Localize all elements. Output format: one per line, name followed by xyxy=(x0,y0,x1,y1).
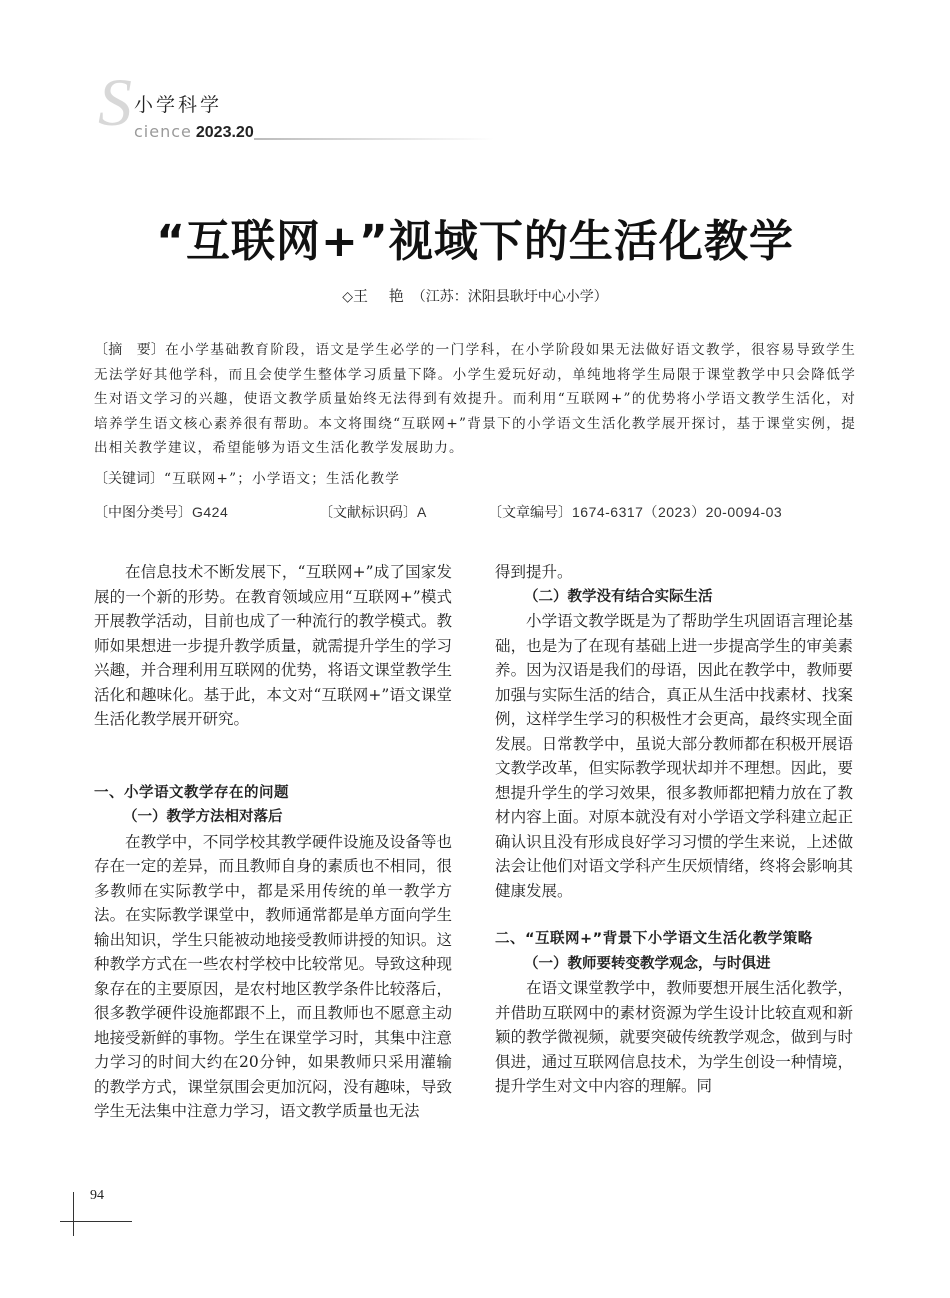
page-number: 94 xyxy=(90,1188,104,1203)
header-rule xyxy=(254,138,494,140)
section1-sub1-heading: （一）教学方法相对落后 xyxy=(123,809,283,825)
doc-code-label: 〔文献标识码〕 xyxy=(319,505,417,521)
clc-label: 〔中图分类号〕 xyxy=(94,505,192,521)
body-right-column xyxy=(495,560,853,1099)
clc-field xyxy=(94,500,228,525)
section2-sub1-heading: （一）教师要转变教学观念，与时俱进 xyxy=(524,955,771,972)
doc-code-value: A xyxy=(417,504,427,520)
author-line xyxy=(0,285,950,306)
journal-subline xyxy=(134,122,254,142)
section1-sub1-continuation: 得到提升。 xyxy=(495,563,573,581)
crop-mark-vertical xyxy=(73,1192,74,1236)
section1-sub2-paragraph: 小学语文教学既是为了帮助学生巩固语言理论基础，也是为了在现有基础上进一步提高学生的审美素养。因为汉语是我们的母语，因此在教学中，教师要加强与实际生活的结合，真正从生活中找素材、找案例，这样学生学习的积极性才会更高，最终实现全面发展。日常教学中，虽说大部分教师都在积极开展语文教学改革，但实际教学现状却并不理想。因此，要想提升学生的学习效果，很多教师都把精力放在了教材内容上面。对原本就没有对小学语文学科建立起正确认识且没有形成良好学习习惯的学生来说，上述做法会让他们对语文学科产生厌烦情绪，终将会影响其健康发展。 xyxy=(495,612,853,900)
classification-row xyxy=(94,500,856,524)
journal-name: 小学科学 xyxy=(134,94,223,116)
section2-sub1-paragraph: 在语文课堂教学中，教师要想开展生活化教学，并借助互联网中的素材资源为学生设计比较直观和新颖的教学微视频，就要突破传统教学观念，做到与时俱进，通过互联网信息技术，为学生创设一种情境，提升学生对文中内容的理解。同 xyxy=(495,979,853,1095)
body-left-column xyxy=(94,560,452,1124)
article-number-label: 〔文章编号〕 xyxy=(488,505,572,521)
keywords-label: 〔关键词〕 xyxy=(94,471,164,487)
section1-sub2-heading: （二）教学没有结合实际生活 xyxy=(524,588,713,605)
doc-code-field xyxy=(319,500,427,525)
clc-value: G424 xyxy=(192,504,229,520)
article-number-field xyxy=(488,500,782,525)
journal-issue: 2023.20 xyxy=(195,124,254,141)
keywords-text: “互联网+”；小学语文；生活化教学 xyxy=(164,471,401,487)
journal-header xyxy=(98,64,398,148)
article-number-value: 1674-6317（2023）20-0094-03 xyxy=(572,504,783,520)
section2-heading: 二、“互联网+”背景下小学语文生活化教学策略 xyxy=(495,931,813,947)
intro-paragraph: 在信息技术不断发展下，“互联网+”成了国家发展的一个新的形势。在教育领域应用“互联网+”模式开展教学活动，目前也成了一种流行的教学模式。教师如果想进一步提升教学质量，就需提升学生的学习兴趣，并合理利用互联网的优势，将语文课堂教学生活化和趣味化。基于此，本文对“互联网+”语文课堂生活化教学展开研究。 xyxy=(94,563,452,728)
keywords xyxy=(94,467,856,491)
article-title: “互联网+”视域下的生活化教学 xyxy=(156,216,794,267)
journal-sub-word: cience xyxy=(134,122,192,141)
abstract-text: 在小学基础教育阶段，语文是学生必学的一门学科，在小学阶段如果无法做好语文教学，很容易导致学生无法学好其他学科，而且会使学生整体学习质量下降。小学生爱玩好动，单纯地将学生局限于课堂教学中只会降低学生对语文学习的兴趣，使语文教学质量始终无法得到有效提升。而利用“互联网+”的优势将小学语文教学生活化，对培养学生语文核心素养很有帮助。本文将围绕“互联网+”背景下的小学语文生活化教学展开探讨，基于课堂实例，提出相关教学建议，希望能够为语文生活化教学发展助力。 xyxy=(94,342,857,456)
section1-heading: 一、小学语文教学存在的问题 xyxy=(94,784,289,801)
author-affiliation: （江苏：沭阳县耿圩中心小学） xyxy=(411,289,608,305)
section1-sub1-paragraph: 在教学中，不同学校其教学硬件设施及设备等也存在一定的差异，而且教师自身的素质也不相同，很多教师在实际教学中，都是采用传统的单一教学方法。在实际教学课堂中，教师通常都是单方面向学生输出知识，学生只能被动地接受教师讲授的知识。这种教学方式在一些农村学校中比较常见。导致这种现象存在的主要原因，是农村地区教学条件比较落后，很多教学硬件设施都跟不上，而且教师也不愿意主动地接受新鲜的事物。学生在课堂学习时，其集中注意力学习的时间大约在20分钟，如果教师只采用灌输的教学方式，课堂氛围会更加沉闷，没有趣味，导致学生无法集中注意力学习，语文教学质量也无法 xyxy=(94,832,452,1120)
author-name: 王 艳 xyxy=(353,287,412,305)
abstract-label: 〔摘 要〕 xyxy=(94,342,166,358)
author-marker: ◇ xyxy=(342,289,353,305)
crop-mark-horizontal xyxy=(60,1221,132,1222)
abstract xyxy=(94,338,856,461)
journal-logo-letter: S xyxy=(98,64,132,140)
